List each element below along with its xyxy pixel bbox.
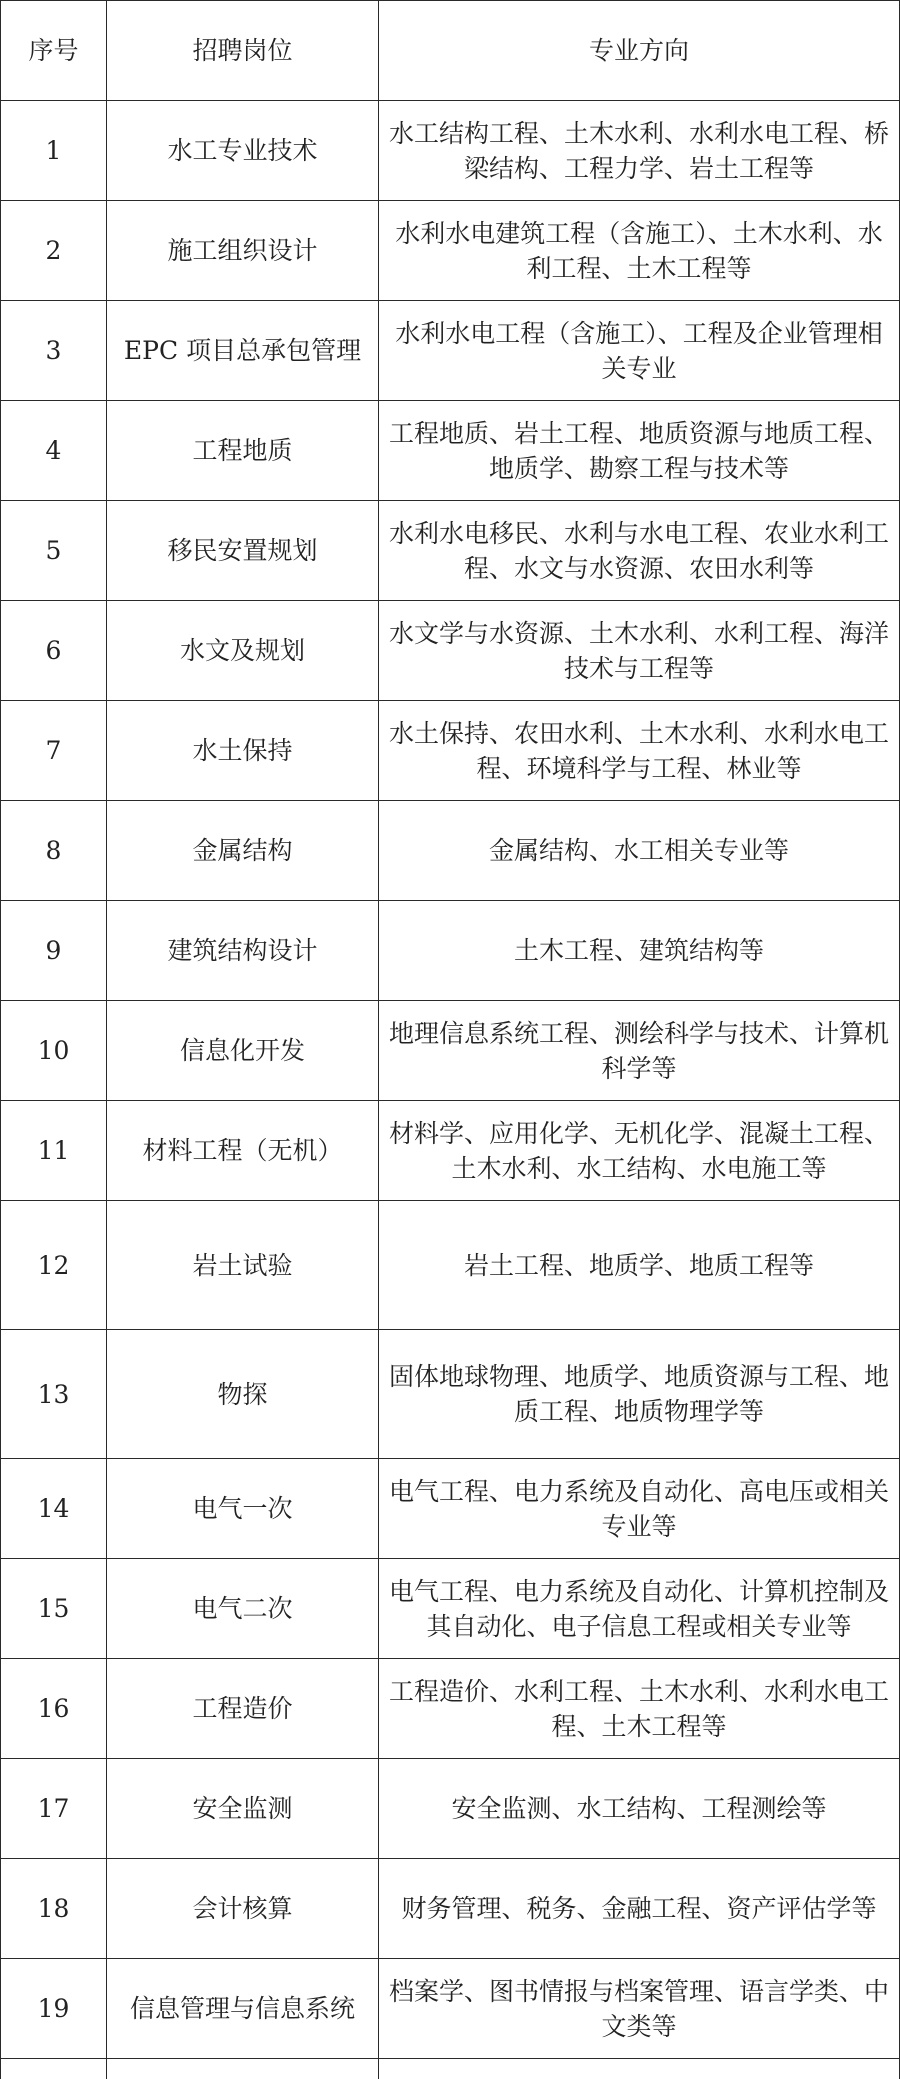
row-position: 物探 — [107, 1330, 379, 1459]
row-major-text: 安全监测、水工结构、工程测绘等 — [451, 1794, 827, 1823]
row-major — [379, 701, 900, 801]
row-major-text: 固体地球物理、地质学、地质资源与工程、地质工程、地质物理学等 — [388, 1362, 889, 1426]
table-row — [1, 1959, 900, 2059]
row-major — [379, 901, 900, 1001]
row-major — [379, 601, 900, 701]
row-no: 15 — [1, 1559, 107, 1659]
row-major-text: 土木工程、建筑结构等 — [513, 936, 764, 965]
table-row — [1, 301, 900, 401]
row-no: 14 — [1, 1459, 107, 1559]
table-body — [1, 101, 900, 2079]
row-major — [379, 801, 900, 901]
row-position: 材料工程（无机） — [107, 1101, 379, 1201]
header-position: 招聘岗位 — [107, 1, 379, 101]
table-row — [1, 1101, 900, 1201]
table-row — [1, 1859, 900, 1959]
row-position: EPC 项目总承包管理 — [107, 301, 379, 401]
row-major-text: 金属结构、水工相关专业等 — [488, 836, 789, 865]
table-row — [1, 1001, 900, 1101]
table-row — [1, 501, 900, 601]
header-major: 专业方向 — [379, 1, 900, 101]
row-position: 安全监测 — [107, 1759, 379, 1859]
row-major-text: 水工结构工程、土木水利、水利水电工程、桥梁结构、工程力学、岩土工程等 — [388, 118, 889, 183]
table-row-partial — [1, 2059, 900, 2079]
header-no: 序号 — [1, 1, 107, 101]
row-major — [379, 1859, 900, 1959]
row-major-text: 工程造价、水利工程、土木水利、水利水电工程、土木工程等 — [388, 1676, 889, 1741]
row-no: 1 — [1, 101, 107, 201]
row-position: 水工专业技术 — [107, 101, 379, 201]
row-position: 电气二次 — [107, 1559, 379, 1659]
row-no: 3 — [1, 301, 107, 401]
table-row — [1, 101, 900, 201]
row-position: 金属结构 — [107, 801, 379, 901]
row-major — [379, 1459, 900, 1559]
row-major-text: 地理信息系统工程、测绘科学与技术、计算机科学等 — [388, 1018, 889, 1083]
row-major — [379, 1201, 900, 1330]
row-no: 18 — [1, 1859, 107, 1959]
row-major-text: 水利水电建筑工程（含施工）、土木水利、水利工程、土木工程等 — [395, 218, 883, 283]
row-major — [379, 401, 900, 501]
row-major — [379, 1101, 900, 1201]
row-position: 信息管理与信息系统 — [107, 1959, 379, 2059]
row-major-text: 水土保持、农田水利、土木水利、水利水电工程、环境科学与工程、林业等 — [388, 718, 889, 783]
row-position: 水土保持 — [107, 701, 379, 801]
row-major-text: 财务管理、税务、金融工程、资产评估学等 — [401, 1894, 877, 1923]
row-no: 7 — [1, 701, 107, 801]
row-major — [379, 1759, 900, 1859]
table-row — [1, 701, 900, 801]
row-major-partial — [379, 2059, 900, 2079]
row-position: 工程地质 — [107, 401, 379, 501]
row-no: 13 — [1, 1330, 107, 1459]
row-major — [379, 1959, 900, 2059]
table-row — [1, 201, 900, 301]
row-position: 建筑结构设计 — [107, 901, 379, 1001]
row-position: 水文及规划 — [107, 601, 379, 701]
row-major — [379, 201, 900, 301]
table-row — [1, 1459, 900, 1559]
row-no: 19 — [1, 1959, 107, 2059]
row-no: 2 — [1, 201, 107, 301]
row-major — [379, 501, 900, 601]
row-major-text: 工程地质、岩土工程、地质资源与地质工程、地质学、勘察工程与技术等 — [388, 418, 889, 483]
row-major-text: 水利水电移民、水利与水电工程、农业水利工程、水文与水资源、农田水利等 — [388, 518, 889, 583]
row-major — [379, 301, 900, 401]
row-no: 5 — [1, 501, 107, 601]
row-no: 6 — [1, 601, 107, 701]
row-no: 10 — [1, 1001, 107, 1101]
table-row — [1, 801, 900, 901]
row-no: 4 — [1, 401, 107, 501]
row-no-partial — [1, 2059, 107, 2079]
row-major — [379, 1330, 900, 1459]
row-major-text: 电气工程、电力系统及自动化、计算机控制及其自动化、电子信息工程或相关专业等 — [388, 1576, 889, 1641]
row-position: 施工组织设计 — [107, 201, 379, 301]
row-major-text: 水文学与水资源、土木水利、水利工程、海洋技术与工程等 — [388, 618, 889, 683]
table-row — [1, 1201, 900, 1330]
row-no: 11 — [1, 1101, 107, 1201]
row-no: 9 — [1, 901, 107, 1001]
row-position: 电气一次 — [107, 1459, 379, 1559]
row-major — [379, 101, 900, 201]
row-position: 会计核算 — [107, 1859, 379, 1959]
row-major — [379, 1001, 900, 1101]
table-row — [1, 1330, 900, 1459]
table-header — [1, 1, 900, 101]
table-row — [1, 601, 900, 701]
row-position: 岩土试验 — [107, 1201, 379, 1330]
row-position: 信息化开发 — [107, 1001, 379, 1101]
row-major-text: 材料学、应用化学、无机化学、混凝土工程、土木水利、水工结构、水电施工等 — [388, 1118, 889, 1183]
table-row — [1, 1759, 900, 1859]
row-position-partial — [107, 2059, 379, 2079]
table-row — [1, 401, 900, 501]
row-major-text: 水利水电工程（含施工）、工程及企业管理相关专业 — [395, 318, 883, 383]
row-major-text: 岩土工程、地质学、地质工程等 — [463, 1250, 814, 1280]
row-no: 17 — [1, 1759, 107, 1859]
table-row — [1, 1659, 900, 1759]
row-position: 工程造价 — [107, 1659, 379, 1759]
row-major-text: 电气工程、电力系统及自动化、高电压或相关专业等 — [388, 1476, 889, 1541]
table-row — [1, 901, 900, 1001]
row-major — [379, 1659, 900, 1759]
table-row — [1, 1559, 900, 1659]
row-major-text: 档案学、图书情报与档案管理、语言学类、中文类等 — [388, 1976, 889, 2041]
row-position: 移民安置规划 — [107, 501, 379, 601]
row-no: 16 — [1, 1659, 107, 1759]
row-major — [379, 1559, 900, 1659]
row-no: 12 — [1, 1201, 107, 1330]
row-no: 8 — [1, 801, 107, 901]
